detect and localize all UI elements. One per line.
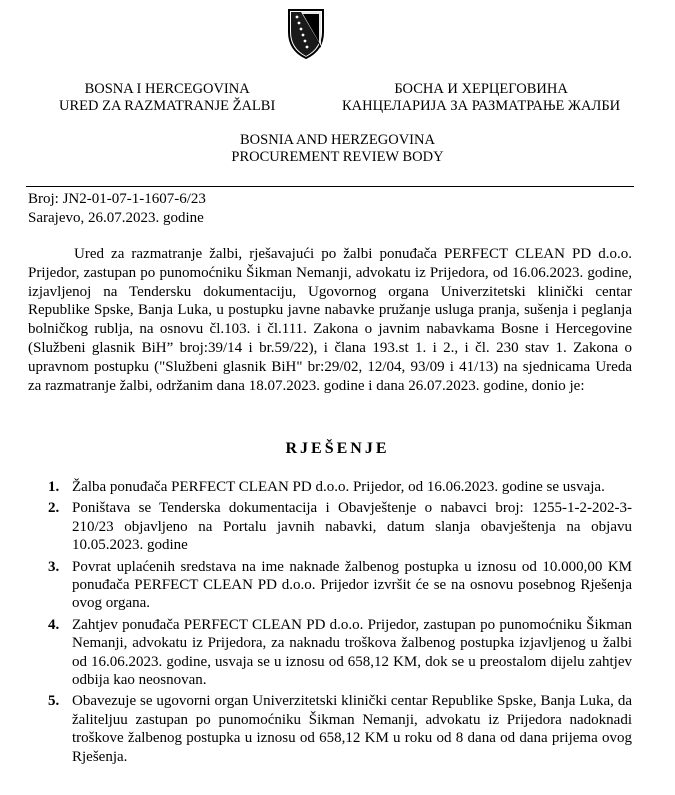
- item-text: Poništava se Tenderska dokumentacija i Obavještenje o nabavci broj: 1255-1-2-202-3-210/23 objavljeno na Portalu javnih nabavki, datum slanja obavještenja na objavu 10.05.2023. godine: [72, 500, 632, 554]
- coat-of-arms-emblem: [287, 8, 325, 60]
- decision-title: RJEŠENJE: [285, 440, 390, 457]
- item-number: 1.: [48, 479, 60, 495]
- place-date: Sarajevo, 26.07.2023. godine: [28, 210, 204, 226]
- header-right: [342, 81, 620, 115]
- header-left-line1: BOSNA I HERCEGOVINA: [84, 81, 250, 97]
- list-item: [40, 478, 632, 496]
- decision-items: [40, 478, 632, 769]
- header-divider: [26, 186, 634, 187]
- reference-number: Broj: JN2-01-07-1-1607-6/23: [28, 191, 206, 207]
- item-number: 3.: [48, 558, 60, 575]
- header-center-line1: BOSNIA AND HERZEGOVINA: [240, 132, 435, 148]
- list-item: [40, 499, 632, 554]
- item-number: 5.: [48, 693, 60, 710]
- item-text: Žalba ponuđača PERFECT CLEAN PD d.o.o. Prijedor, od 16.06.2023. godine se usvaja.: [72, 479, 605, 495]
- list-item: [40, 692, 632, 766]
- intro-paragraph: Ured za razmatranje žalbi, rješavajući po žalbi ponuđača PERFECT CLEAN PD d.o.o. Prijedor, zastupan po punomoćniku Šikman Nemanji, advokatu iz Prijedora, od 16.06.2023. godine, izjavljenoj na Tendersku dokumentaciju, Ugovornog organa Univerzitetski klinički centar Republike Spske, Banja Luka, u postupku javne nabavke pružanje usluga pranja, sušenja i peglanja bolničkog rublja, na osnovu čl.103. i čl.111. Zakona o javnim nabavkama Bosne i Hercegovine (Službeni glasnik BiH” broj:39/14 i br.59/22), i člana 193.st 1. i 2., i čl. 230 stav 1. Zakona o upravnom postupku ("Službeni glasnik BiH" br:29/02, 12/04, 93/09 i 41/13) na sjednicama Ureda za razmatranje žalbi, održanim dana 18.07.2023. godine i dana 26.07.2023. godine, donio je:: [28, 246, 632, 394]
- header-left-line2: URED ZA RAZMATRANJE ŽALBI: [59, 98, 276, 114]
- header-right-line2: КАНЦЕЛАРИЈА ЗА РАЗМАТРАЊЕ ЖАЛБИ: [342, 98, 621, 114]
- header-right-line1: БОСНА И ХЕРЦЕГОВИНА: [394, 81, 568, 97]
- header-center: [0, 132, 675, 166]
- item-number: 4.: [48, 616, 60, 633]
- header-center-line2: PROCUREMENT REVIEW BODY: [231, 149, 444, 165]
- list-item: [40, 558, 632, 613]
- item-number: 2.: [48, 500, 60, 517]
- item-text: Zahtjev ponuđača PERFECT CLEAN PD d.o.o. Prijedor, zastupan po punomoćniku Šikman Nemanji, advokatu iz Prijedora, za naknadu troškova žalbenog postupka izjavljenog u žalbi od 16.06.2023. godine, usvaja se u iznosu od 658,12 KM, dok se u preostalom dijelu zahtjev odbija kao neosnovan.: [72, 616, 632, 689]
- item-text: Obavezuje se ugovorni organ Univerzitetski klinički centar Republike Spske, Banja Luka, da žaliteljuu zastupan po punomoćniku Šikman Nemanji, advokatu iz Prijedora nadoknadi troškove žalbenog postupka u iznosu od 658,12 KM u roku od 8 dana od dana prijema ovog Rješenja.: [72, 693, 632, 765]
- header-left: [59, 81, 275, 115]
- item-text: Povrat uplaćenih sredstava na ime naknade žalbenog postupka u iznosu od 10.000,00 KM ponuđača PERFECT CLEAN PD d.o.o. Prijedor izvršit će se na osnovu posebnog Rješenja ovog organa.: [72, 558, 632, 612]
- list-item: [40, 616, 632, 690]
